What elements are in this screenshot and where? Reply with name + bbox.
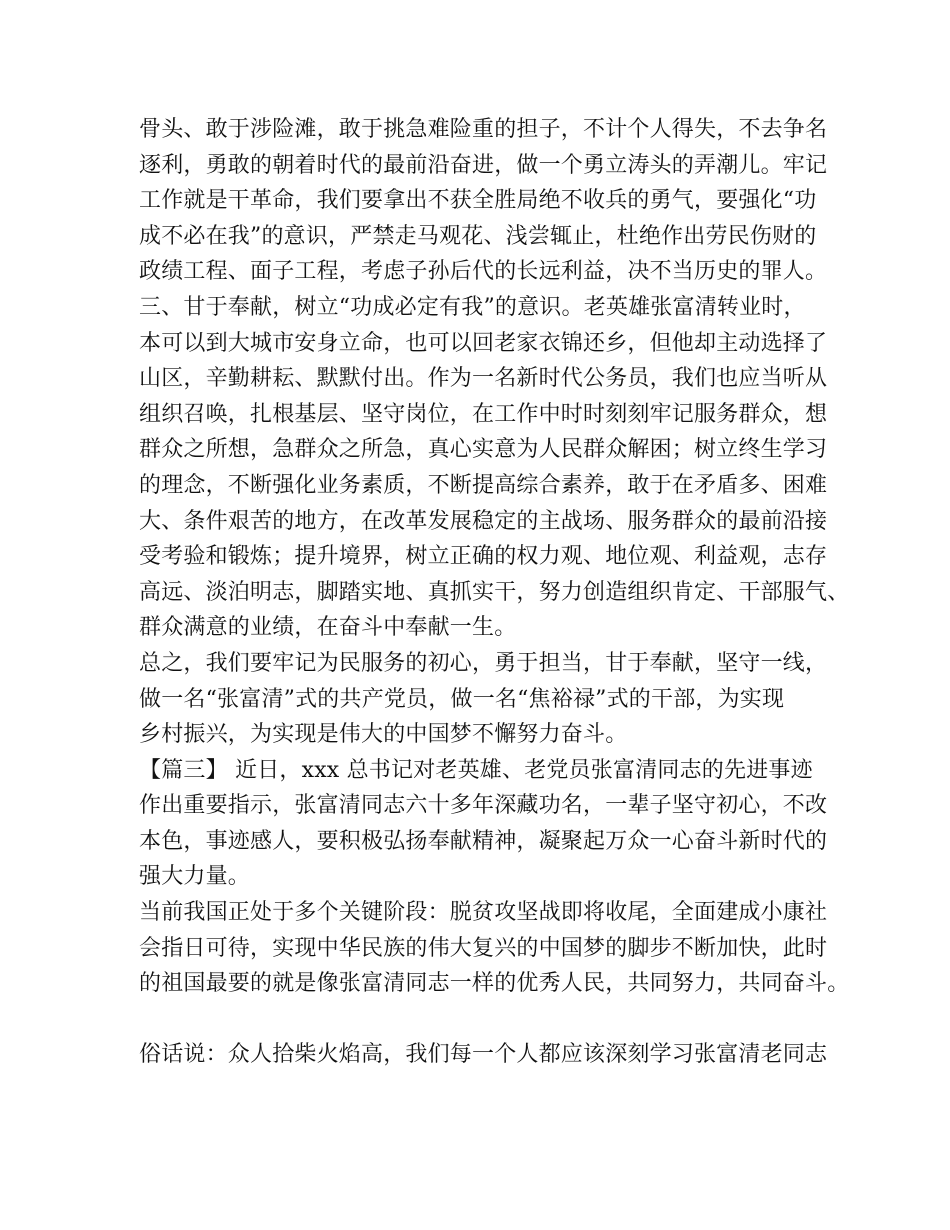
text-line: 会指日可待，实现中华民族的伟大复兴的中国梦的脚步不断加快，此时 xyxy=(139,935,828,961)
text-line: 本可以到大城市安身立命，也可以回老家衣锦还乡，但他却主动选择了 xyxy=(139,330,828,356)
text-line: 做一名“张富清”式的共产党员，做一名“焦裕禄”式的干部，为实现 xyxy=(139,686,785,712)
text-line: 山区，辛勤耕耘、默默付出。作为一名新时代公务员，我们也应当听从 xyxy=(139,366,828,392)
text-line: 大、条件艰苦的地方，在改革发展稳定的主战场、服务群众的最前沿接 xyxy=(139,508,828,534)
text-line: 的祖国最要的就是像张富清同志一样的优秀人民，共同努力，共同奋斗。 xyxy=(139,971,850,997)
text-line: 作出重要指示，张富清同志六十多年深藏功名，一辈子坚守初心，不改 xyxy=(139,793,828,819)
text-line: 强大力量。 xyxy=(139,864,251,890)
text-line: 高远、淡泊明志，脚踏实地、真抓实干，努力创造组织肯定、干部服气、 xyxy=(139,579,850,605)
text-line: 骨头、敢于涉险滩，敢于挑急难险重的担子，不计个人得失，不去争名 xyxy=(139,117,828,142)
text-line: 的理念，不断强化业务素质，不断提高综合素养，敢于在矛盾多、困难 xyxy=(139,472,828,498)
text-line: 成不必在我”的意识，严禁走马观花、浅尝辄止，杜绝作出劳民伤财的 xyxy=(139,223,817,249)
document-body xyxy=(139,112,850,1073)
text-line: 俗话说：众人拾柴火焰高，我们每一个人都应该深刻学习张富清老同志 xyxy=(139,1042,828,1068)
text-line: 本色，事迹感人，要积极弘扬奉献精神，凝聚起万众一心奋斗新时代的 xyxy=(139,828,828,854)
blank-line xyxy=(139,1002,829,1038)
text-line: 当前我国正处于多个关键阶段：脱贫攻坚战即将收尾，全面建成小康社 xyxy=(139,900,828,926)
section-heading-line: 【篇三】 近日，xxx 总书记对老英雄、老党员张富清同志的先进事迹 xyxy=(139,757,813,783)
text-line: 受考验和锻炼；提升境界，树立正确的权力观、地位观、利益观，志存 xyxy=(139,544,828,570)
text-line: 工作就是干革命，我们要拿出不获全胜局绝不收兵的勇气，要强化“功 xyxy=(139,188,817,214)
text-line: 组织召唤，扎根基层、坚守岗位，在工作中时时刻刻牢记服务群众，想 xyxy=(139,401,828,427)
text-line: 群众之所想，急群众之所急，真心实意为人民群众解困；树立终生学习 xyxy=(139,437,828,463)
text-line: 三、甘于奉献，树立“功成必定有我”的意识。老英雄张富清转业时， xyxy=(139,294,806,320)
text-line: 政绩工程、面子工程，考虑子孙后代的长远利益，决不当历史的罪人。 xyxy=(139,259,828,285)
text-line: 逐利，勇敢的朝着时代的最前沿奋进，做一个勇立涛头的弄潮儿。牢记 xyxy=(139,152,828,178)
text-line: 总之，我们要牢记为民服务的初心，勇于担当，甘于奉献，坚守一线， xyxy=(139,650,828,676)
text-line: 乡村振兴，为实现是伟大的中国梦不懈努力奋斗。 xyxy=(139,722,628,748)
text-line: 群众满意的业绩，在奋斗中奉献一生。 xyxy=(139,615,517,641)
